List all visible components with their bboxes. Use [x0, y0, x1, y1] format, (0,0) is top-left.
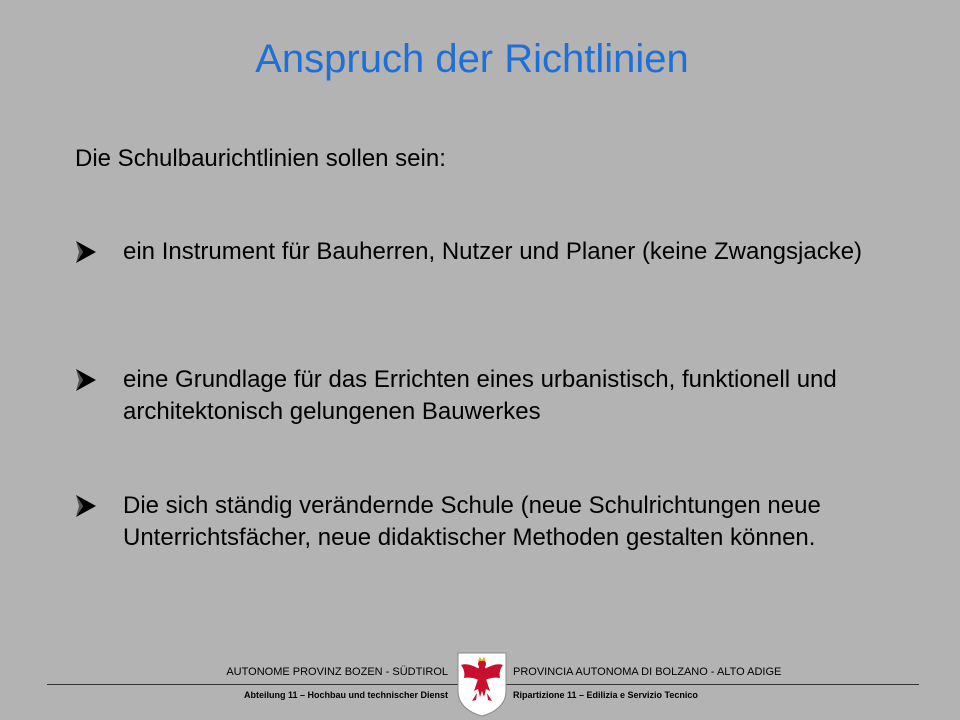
footer-province-it: PROVINCIA AUTONOMA DI BOLZANO - ALTO ADIGE [513, 666, 782, 678]
bullet-text: Die sich ständig verändernde Schule (neue Schulrichtungen neue Unterrichtsfächer, neue didaktischer Methoden gestalten können. [123, 492, 821, 551]
eagle-crest-icon [456, 651, 508, 717]
intro-text: Die Schulbaurichtlinien sollen sein: [75, 145, 446, 172]
arrow-bullet-icon [75, 368, 97, 392]
footer-department-it: Ripartizione 11 – Edilizia e Servizio Tecnico [513, 690, 698, 700]
bullet-item [75, 490, 915, 554]
bullet-text: eine Grundlage für das Errichten eines urbanistisch, funktionell und architektonisch gelungenen Bauwerkes [123, 366, 837, 425]
bullet-item [75, 364, 915, 428]
bullet-item [75, 236, 915, 268]
bullet-text: ein Instrument für Bauherren, Nutzer und Planer (keine Zwangsjacke) [123, 238, 863, 265]
footer-department-de: Abteilung 11 – Hochbau und technischer Dienst [243, 690, 448, 700]
page-title: Anspruch der Richtlinien [255, 37, 689, 81]
arrow-bullet-icon [75, 494, 97, 518]
arrow-bullet-icon [75, 240, 97, 264]
footer-province-de: AUTONOME PROVINZ BOZEN - SÜDTIROL [226, 666, 448, 678]
